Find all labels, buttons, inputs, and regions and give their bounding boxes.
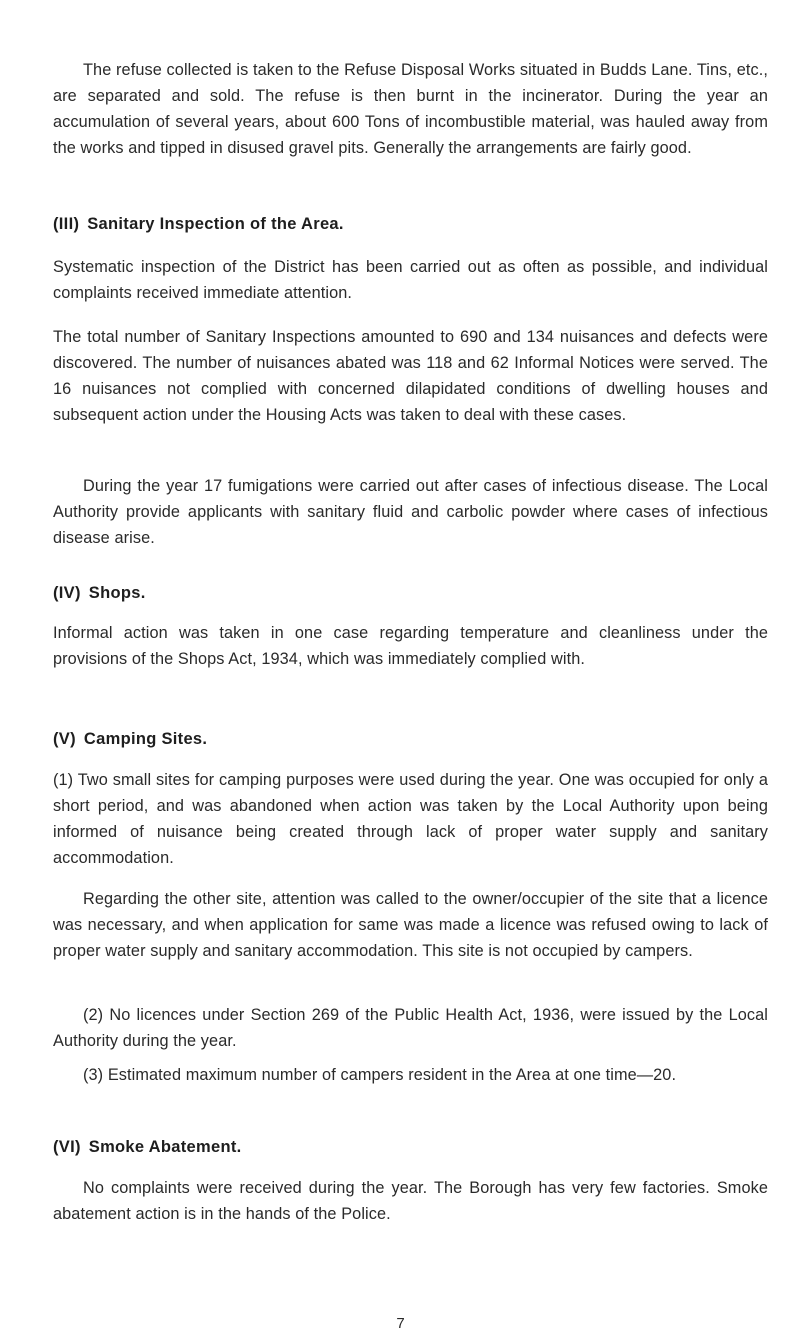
section-number: (V) [53, 730, 76, 748]
item-text: Estimated maximum number of campers resident in the Area at one time—20. [107, 1066, 677, 1084]
shops-paragraph-1: Informal action was taken in one case regarding temperature and cleanliness under the provisions of the Shops Act, 1934, which was immediately complied with. [53, 624, 768, 668]
sanitary-paragraph-3: During the year 17 fumigations were carried out after cases of infectious disease. The Local Authority provide applicants with sanitary fluid and carbolic powder where cases of infectious disease arise. [53, 477, 768, 547]
section-title: Camping Sites. [83, 730, 208, 748]
section-heading-camping [53, 730, 207, 749]
item-label: (1) [53, 771, 74, 789]
item-label: (2) [83, 1006, 104, 1024]
section-heading-smoke [53, 1138, 242, 1157]
section-title: Sanitary Inspection of the Area. [87, 215, 344, 233]
sanitary-paragraph-2: The total number of Sanitary Inspections amounted to 690 and 134 nuisances and defects were discovered. The number of nuisances abated was 118 and 62 Informal Notices were served. The 16 nuisances not complied with concerned dilapidated conditions of dwelling houses and subsequent action under the Housing Acts was taken to deal with these cases. [53, 328, 768, 424]
item-label: (3) [83, 1066, 104, 1084]
item-text: No licences under Section 269 of the Public Health Act, 1936, were issued by the Local Authority during the year. [53, 1006, 769, 1050]
section-number: (IV) [53, 584, 81, 602]
intro-paragraph: The refuse collected is taken to the Refuse Disposal Works situated in Budds Lane. Tins, etc., are separated and sold. The refuse is then burnt in the incinerator. During the year an accumulation of several years, about 600 Tons of incombustible material, was hauled away from the works and tipped in disused gravel pits. Generally the arrangements are fairly good. [53, 61, 768, 157]
camping-item-2 [53, 1002, 768, 1054]
camping-paragraph-regarding: Regarding the other site, attention was called to the owner/occupier of the site that a licence was necessary, and when application for same was made a licence was refused owing to lack of proper water supply and sanitary accommodation. This site is not occupied by campers. [53, 890, 768, 960]
page-number: 7 [396, 1315, 405, 1332]
camping-item-3 [53, 1062, 768, 1088]
smoke-paragraph-1: No complaints were received during the year. The Borough has very few factories. Smoke abatement action is in the hands of the Police. [53, 1179, 768, 1223]
item-text: Two small sites for camping purposes were used during the year. One was occupied for only a short period, and was abandoned when action was taken by the Local Authority upon being informed of nuisance being created through lack of proper water supply and sanitary accommodation. [53, 771, 768, 867]
section-heading-shops [53, 584, 146, 603]
sanitary-paragraph-1: Systematic inspection of the District has been carried out as often as possible, and individual complaints received immediate attention. [53, 258, 768, 302]
section-number: (III) [53, 215, 80, 233]
section-title: Shops. [88, 584, 146, 602]
camping-item-1 [53, 767, 768, 871]
section-number: (VI) [53, 1138, 81, 1156]
section-title: Smoke Abatement. [88, 1138, 242, 1156]
section-heading-sanitary [53, 215, 344, 234]
